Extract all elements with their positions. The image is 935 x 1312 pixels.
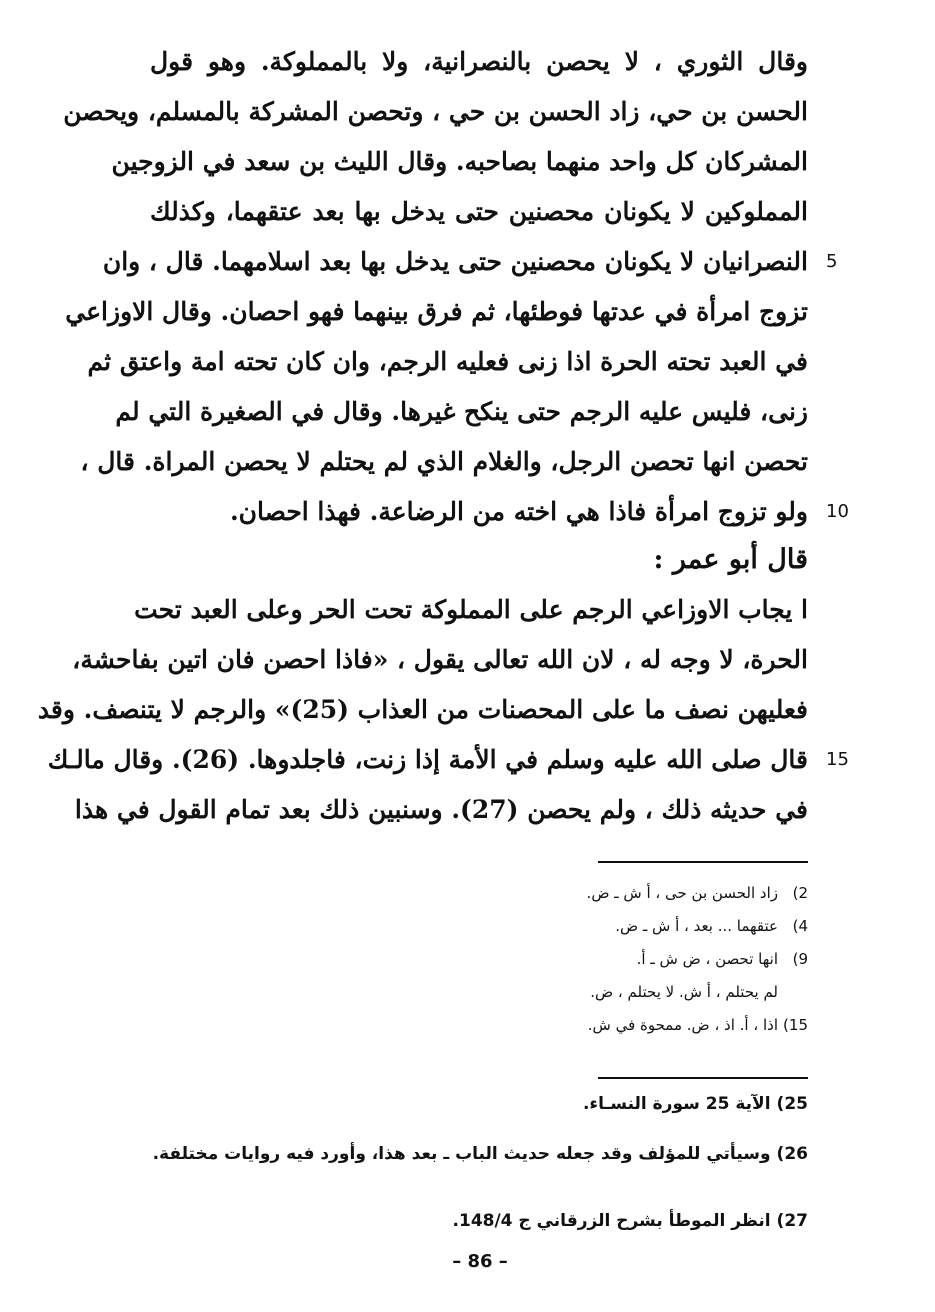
- page-number: – 86 –: [452, 1251, 508, 1272]
- variant-note: [440, 878, 808, 908]
- footnote-rule: [598, 1077, 808, 1079]
- text-line: ا يجاب الاوزاعي الرجم على المملوكة تحت الحر وعلى العبد تحت: [134, 595, 808, 624]
- footnote-text: وسيأتي للمؤلف وقد جعله حديث الباب ـ بعد هذا، وأورد فيه روايات مختلفة.: [152, 1144, 771, 1164]
- footnote: [150, 1141, 808, 1168]
- footnote-text: الآية 25 سورة النسـاء.: [582, 1094, 771, 1114]
- variant-note-text: انها تحصن ، ض ش ـ أ.: [636, 950, 778, 968]
- text-line: ولو تزوج امرأة فاذا هي اخته من الرضاعة. فهذا احصان.: [229, 497, 808, 526]
- variant-note-text: اذا ، أ. اذ ، ض. ممحوة في ش.: [587, 1016, 778, 1034]
- text-line: وقال الثوري ، لا يحصن بالنصرانية، ولا بالمملوكة. وهو قول: [150, 47, 808, 76]
- variant-note-number: 4): [792, 917, 808, 935]
- text-line: النصرانيان لا يكونان محصنين حتى يدخل بها بعد اسلامهما. قال ، وان: [102, 247, 808, 276]
- footnote-number: 26): [776, 1144, 808, 1164]
- footnote: [150, 1091, 808, 1118]
- variant-note: [440, 944, 808, 974]
- text-line: الحرة، لا وجه له ، لان الله تعالى يقول ، «فاذا احصن فان اتين بفاحشة،: [72, 645, 808, 674]
- text-line: المملوكين لا يكونان محصنين حتى يدخل بها بعد عتقهما، وكذلك: [150, 197, 808, 226]
- variant-note-number: 15): [783, 1016, 808, 1034]
- text-line: قال صلى الله عليه وسلم في الأمة إذا زنت، فاجلدوها. (26). وقال مالـك: [47, 745, 808, 774]
- line-number: 5: [826, 251, 838, 272]
- variant-note: [440, 911, 808, 941]
- footnote-number: 25): [776, 1094, 808, 1114]
- variant-note: [440, 1010, 808, 1040]
- variant-note-number: 2): [792, 884, 808, 902]
- variant-note-text: عتقهما ... بعد ، أ ش ـ ض.: [615, 917, 778, 935]
- text-line: زنى، فليس عليه الرجم حتى ينكح غيرها. وقال في الصغيرة التي لم: [115, 397, 808, 426]
- text-line: تزوج امرأة في عدتها فوطئها، ثم فرق بينهما فهو احصان. وقال الاوزاعي: [65, 297, 808, 326]
- footnote: [150, 1208, 808, 1235]
- footnote-number: 27): [776, 1211, 808, 1231]
- text-line: فعليهن نصف ما على المحصنات من العذاب (25)» والرجم لا يتنصف. وقد: [37, 695, 808, 724]
- variant-note-text: لم يحتلم ، أ ش. لا يحتلم ، ض.: [590, 983, 778, 1001]
- line-number: 10: [826, 501, 849, 522]
- footnote-text: انظر الموطأ بشرح الزرقاني ج 148/4.: [452, 1211, 771, 1231]
- footnote-rule: [598, 861, 808, 863]
- text-line: الحسن بن حي، زاد الحسن بن حي ، وتحصن المشركة بالمسلم، ويحصن: [63, 97, 808, 126]
- text-line: في حديثه ذلك ، ولم يحصن (27). وسنبين ذلك بعد تمام القول في هذا: [74, 795, 808, 824]
- text-line: تحصن انها تحصن الرجل، والغلام الذي لم يحتلم لا يحصن المراة. قال ،: [80, 447, 808, 476]
- line-number: 15: [826, 749, 849, 770]
- text-line: في العبد تحته الحرة اذا زنى فعليه الرجم، وان كان تحته امة واعتق ثم: [87, 347, 808, 376]
- variant-note-number: 9): [792, 950, 808, 968]
- variant-note: [440, 977, 808, 1007]
- variant-note-text: زاد الحسن بن حى ، أ ش ـ ض.: [586, 884, 778, 902]
- section-heading: قال أبو عمر :: [653, 544, 808, 575]
- text-line: المشركان كل واحد منهما بصاحبه. وقال الليث بن سعد في الزوجين: [111, 147, 808, 176]
